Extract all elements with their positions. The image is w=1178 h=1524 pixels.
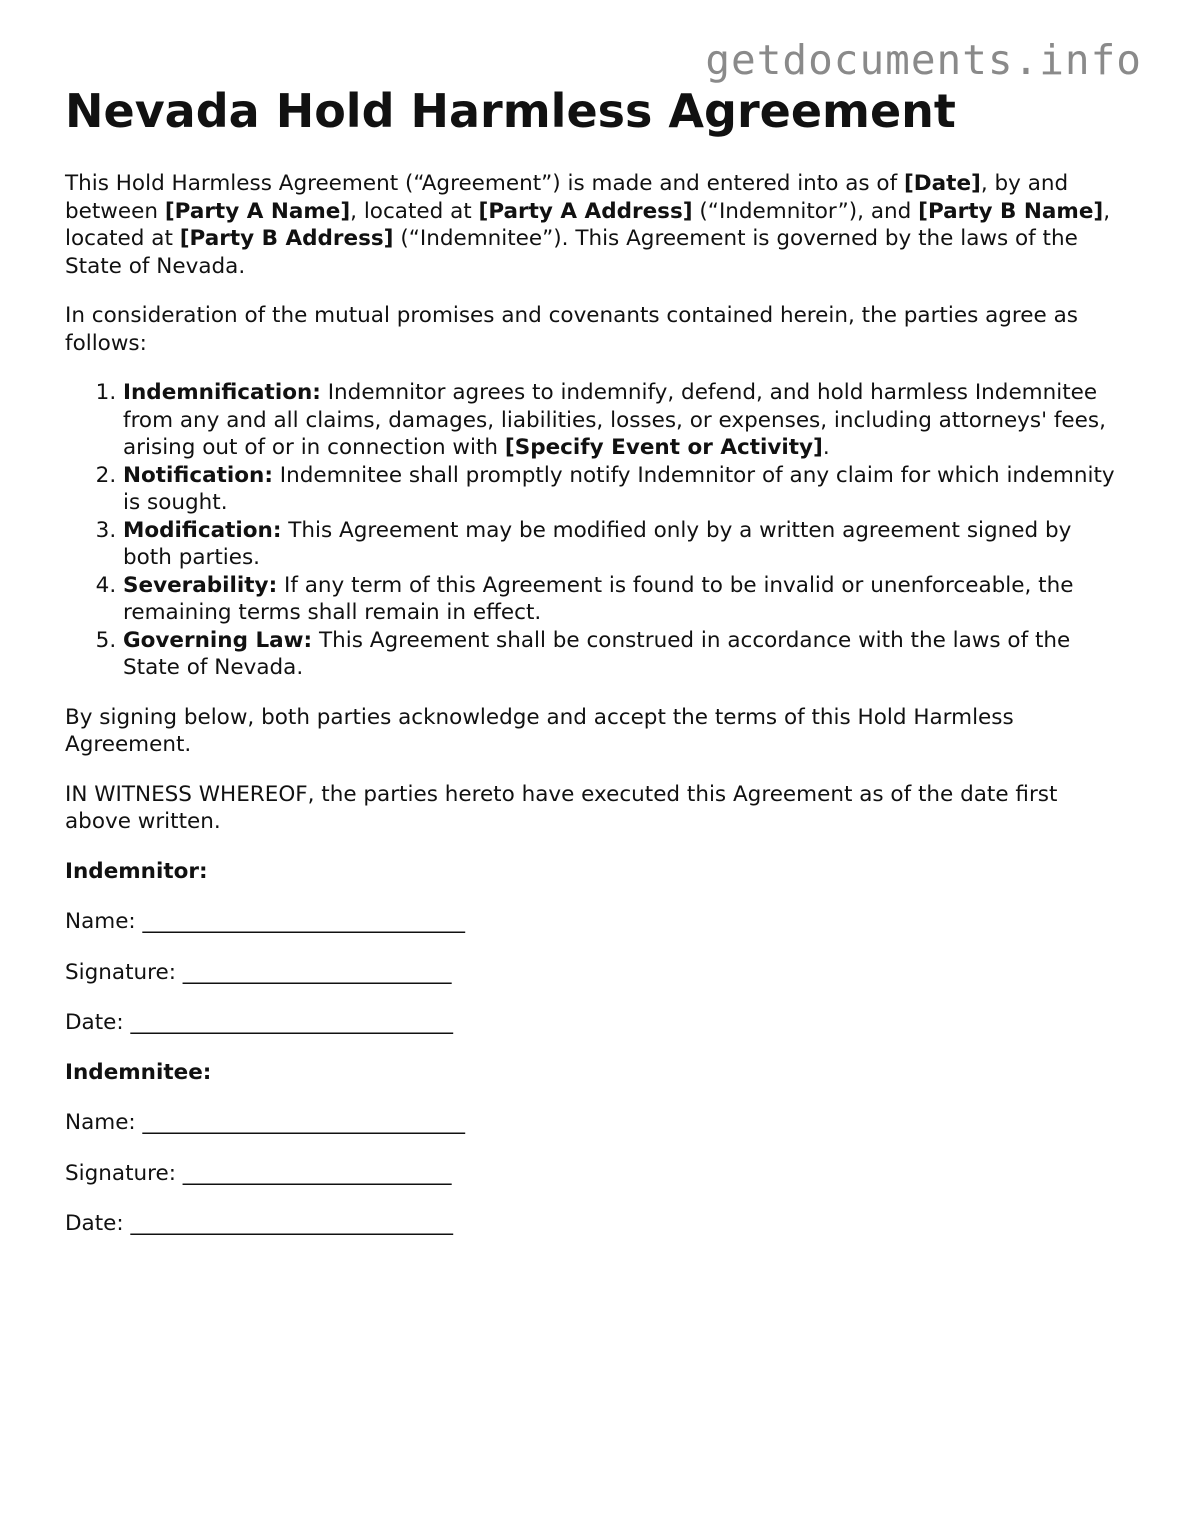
clause-item — [123, 462, 1125, 517]
intro-text-2: , by and between — [65, 171, 1069, 224]
watermark: getdocuments.info — [705, 36, 1142, 84]
clause-heading: Notification: — [123, 462, 273, 488]
intro-text-4: (“Indemnitor”), and — [692, 198, 919, 224]
clause-tail: . — [822, 435, 830, 460]
date-placeholder: [Date] — [903, 171, 981, 196]
indemnitee-name-field[interactable]: Name: ______________________________ — [65, 1110, 466, 1135]
clause-item — [123, 379, 1125, 462]
indemnitor-date-field[interactable]: Date: ______________________________ — [65, 1010, 453, 1035]
clause-text: Indemnitee shall promptly notify Indemnitor of any claim for which indemnity is sought. — [123, 462, 1115, 515]
clause-list — [65, 379, 1125, 682]
indemnitor-heading: Indemnitor: — [65, 858, 208, 884]
party-b-address-placeholder: [Party B Address] — [179, 226, 394, 251]
clause-item — [123, 627, 1125, 682]
indemnitor-signature-field[interactable]: Signature: _________________________ — [65, 959, 452, 985]
clause-text: Indemnitor agrees to indemnify, defend, and hold harmless Indemnitee from any and all claims, damages, liabilities, losses, or expenses, including attorneys' fees, arising out of or in connection with — [123, 380, 1106, 460]
clause-item — [123, 517, 1125, 572]
clause-item — [123, 572, 1125, 627]
party-a-name-placeholder: [Party A Name] — [164, 198, 351, 224]
party-b-name-placeholder: [Party B Name] — [918, 198, 1104, 224]
document-title: Nevada Hold Harmless Agreement — [65, 84, 956, 138]
indemnitee-date-field[interactable]: Date: ______________________________ — [65, 1211, 453, 1236]
intro-text-1: This Hold Harmless Agreement (“Agreement”) is made and entered into as of — [65, 171, 904, 196]
intro-text-5: , located at — [65, 198, 1111, 251]
clause-heading: Indemnification: — [123, 380, 321, 405]
witness-paragraph: IN WITNESS WHEREOF, the parties hereto have executed this Agreement as of the date first above written. — [65, 781, 1058, 834]
document-page — [65, 82, 1125, 1238]
party-a-address-placeholder: [Party A Address] — [478, 198, 693, 224]
clause-text: This Agreement shall be construed in accordance with the laws of the State of Nevada. — [123, 627, 1071, 680]
clause-heading: Severability: — [123, 572, 278, 598]
intro-text-6: (“Indemnitee”). This Agreement is governed by the laws of the State of Nevada. — [65, 226, 1078, 279]
clause-text: If any term of this Agreement is found to be invalid or unenforceable, the remaining terms shall remain in effect. — [123, 572, 1074, 625]
clause-heading: Modification: — [123, 517, 282, 543]
intro-text-3: , located at — [350, 198, 479, 224]
acknowledgment-paragraph: By signing below, both parties acknowledge and accept the terms of this Hold Harmless Agreement. — [65, 704, 1014, 757]
clause-text: This Agreement may be modified only by a written agreement signed by both parties. — [123, 517, 1072, 570]
indemnitee-signature-field[interactable]: Signature: _________________________ — [65, 1160, 452, 1186]
consideration-paragraph: In consideration of the mutual promises and covenants contained herein, the parties agree as follows: — [65, 303, 1078, 356]
intro-paragraph — [65, 170, 1125, 280]
indemnitor-name-field[interactable]: Name: ______________________________ — [65, 909, 466, 934]
indemnitee-heading: Indemnitee: — [65, 1059, 212, 1085]
clause-heading: Governing Law: — [123, 627, 313, 653]
event-placeholder: [Specify Event or Activity] — [504, 435, 823, 460]
